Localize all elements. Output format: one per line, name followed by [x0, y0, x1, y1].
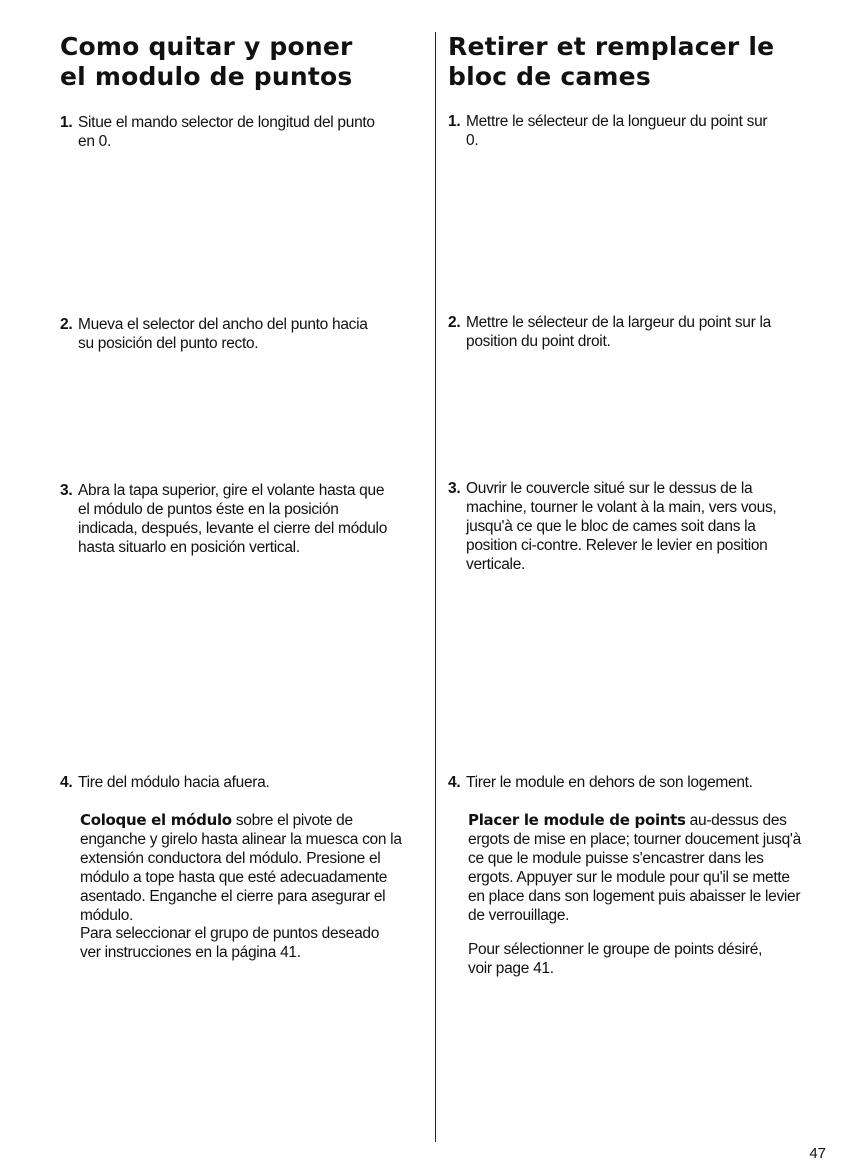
- spanish-insert-text: sobre el pivote de enganche y girelo hasta alinear la muesca con la extensión conductora del módulo. Presione el módulo a tope hasta que esté adecuadamente asentado. Enganche el cierre para asegurar el módulo.: [80, 812, 402, 924]
- step-text: Tire del módulo hacia afuera.: [78, 774, 270, 791]
- spanish-title: [60, 32, 440, 92]
- column-divider: [435, 32, 436, 1142]
- spanish-title-line1: Como quitar y poner: [60, 32, 353, 61]
- step-text: Ouvrir le couvercle situé sur le dessus de la machine, tourner le volant à la main, vers vous, jusqu'à ce que le bloc de cames soit dans la position ci-contre. Relever le levier en position verticale.: [466, 480, 777, 573]
- spanish-step-3: [60, 481, 395, 557]
- spanish-title-line2: el modulo de puntos: [60, 62, 353, 91]
- step-text: Mettre le sélecteur de la largeur du point sur la position du point droit.: [466, 314, 771, 350]
- spanish-select-paragraph: [80, 924, 380, 962]
- french-select-text: Pour sélectionner le groupe de points désiré, voir page 41.: [468, 941, 763, 977]
- french-step-1: [448, 112, 768, 150]
- page-number: 47: [809, 1145, 826, 1162]
- step-number: 3.: [448, 480, 461, 497]
- french-step-2: [448, 313, 793, 351]
- french-title-line2: bloc de cames: [448, 62, 651, 91]
- step-number: 3.: [60, 482, 73, 499]
- step-text: Mueva el selector del ancho del punto hacia su posición del punto recto.: [78, 316, 368, 352]
- step-number: 4.: [60, 774, 73, 791]
- spanish-step-2: [60, 315, 370, 353]
- step-text: Tirer le module en dehors de son logement.: [466, 774, 753, 791]
- step-number: 2.: [448, 314, 461, 331]
- french-title-line1: Retirer et remplacer le: [448, 32, 775, 61]
- french-step-4: [448, 773, 820, 792]
- french-insert-bold: Placer le module de points: [468, 811, 686, 829]
- spanish-insert-paragraph: [80, 811, 415, 925]
- spanish-step-4: [60, 773, 390, 792]
- french-insert-paragraph: [468, 811, 808, 925]
- spanish-insert-bold: Coloque el módulo: [80, 811, 232, 829]
- step-text: Situe el mando selector de longitud del punto en 0.: [78, 114, 375, 150]
- step-number: 1.: [448, 113, 461, 130]
- step-number: 1.: [60, 114, 73, 131]
- french-step-3: [448, 479, 783, 574]
- spanish-step-1: [60, 113, 390, 151]
- spanish-select-text: Para seleccionar el grupo de puntos deseado ver instrucciones en la página 41.: [80, 925, 380, 961]
- french-select-paragraph: [468, 940, 768, 978]
- step-number: 2.: [60, 316, 73, 333]
- french-title: [448, 32, 828, 92]
- french-insert-text: au-dessus des ergots de mise en place; tourner doucement jusq'à ce que le module puisse s'encastrer dans les ergots. Appuyer sur le module pour qu'il se mette en place dans son logement puis abaisser le levier de verrouillage.: [468, 812, 801, 924]
- step-text: Mettre le sélecteur de la longueur du point sur 0.: [466, 113, 768, 149]
- step-number: 4.: [448, 774, 461, 791]
- step-text: Abra la tapa superior, gire el volante hasta que el módulo de puntos éste en la posición indicada, después, levante el cierre del módulo hasta situarlo en posición vertical.: [78, 482, 388, 556]
